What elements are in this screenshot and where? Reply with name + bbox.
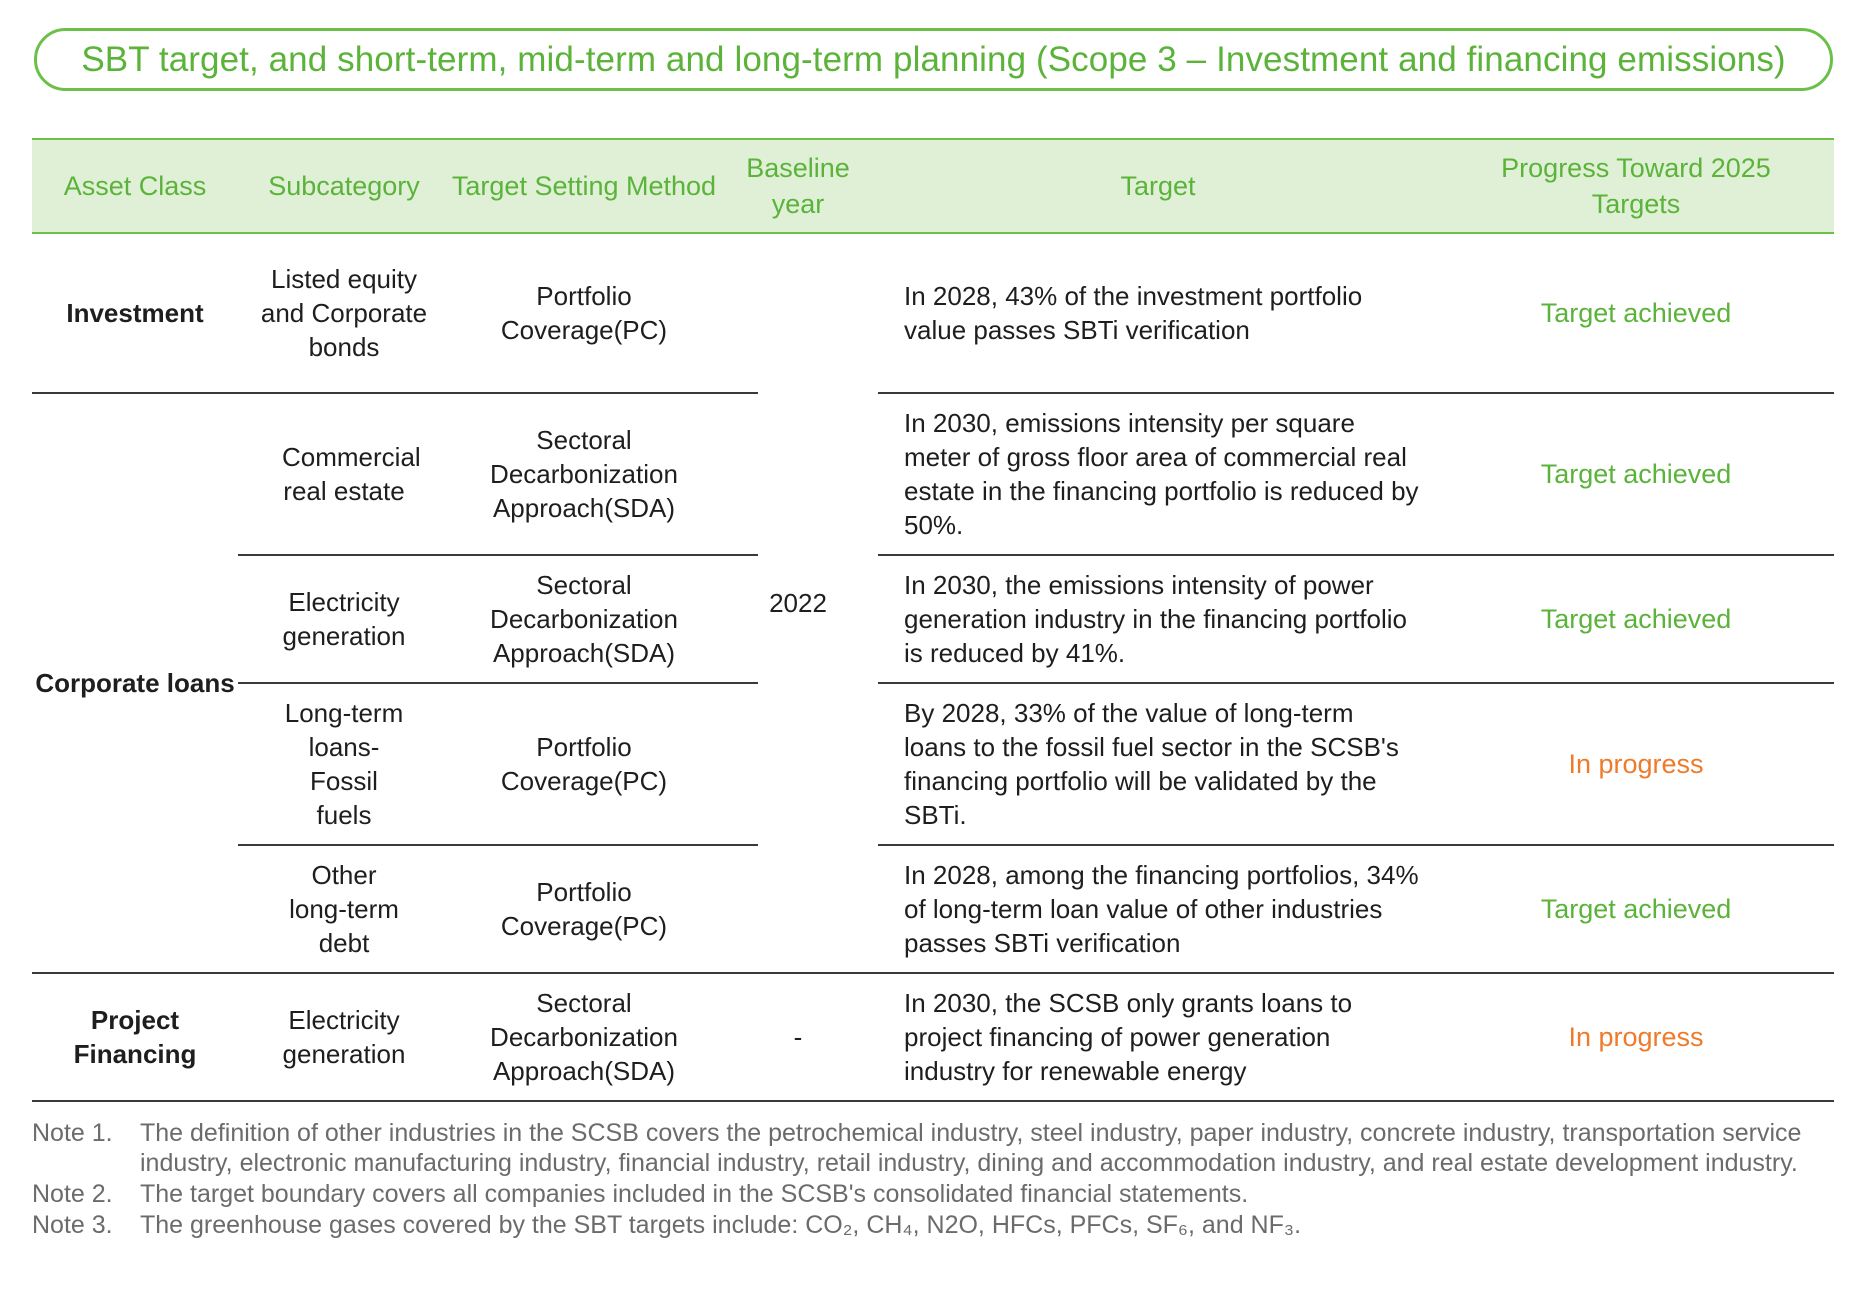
footnote [32, 1118, 1832, 1178]
footnote-label: Note 2. [32, 1180, 113, 1208]
gap-cell [838, 555, 878, 683]
progress-status: Target achieved [1438, 393, 1834, 555]
baseline-year-cell: 2022 [769, 588, 827, 618]
header-subcategory: Subcategory [238, 139, 450, 233]
footnote [32, 1210, 1832, 1240]
gap-cell [838, 233, 878, 393]
subcategory-cell: Other long-term debt [289, 860, 399, 958]
header-target: Target [878, 139, 1438, 233]
footnote-text: The greenhouse gases covered by the SBT targets include: CO₂, CH₄, N2O, HFCs, PFCs, SF₆, and NF₃. [140, 1211, 1302, 1239]
sbt-targets-table [32, 138, 1834, 1102]
target-cell: By 2028, 33% of the value of long-term loans to the fossil fuel sector in the SCSB's financing portfolio will be validated by the SBTi. [878, 683, 1438, 845]
gap-cell [718, 555, 758, 683]
gap-cell [718, 393, 758, 555]
target-cell: In 2028, 43% of the investment portfolio value passes SBTi verification [878, 233, 1438, 393]
progress-status: Target achieved [1540, 894, 1732, 924]
target-cell: In 2030, emissions intensity per square meter of gross floor area of commercial real estate in the financing portfolio is reduced by 50%. [878, 393, 1438, 555]
footnote-text: The definition of other industries in the SCSB covers the petrochemical industry, steel industry, paper industry, concrete industry, transportation service industry, electronic manufacturing industry, financial industry, retail industry, dining and accommodation industry, and real estate development industry. [140, 1119, 1802, 1177]
table-header-row [32, 139, 1834, 233]
footnote-label: Note 3. [32, 1211, 113, 1239]
table-row [32, 555, 1834, 683]
gap-cell [838, 845, 878, 973]
gap-cell [718, 233, 758, 393]
footnote-text: The target boundary covers all companies included in the SCSB's consolidated financial statements. [140, 1180, 1249, 1208]
method-cell: Sectoral Decarbonization Approach(SDA) [450, 973, 718, 1101]
method-cell: Portfolio Coverage(PC) [500, 877, 668, 941]
footnote [32, 1179, 1832, 1209]
progress-status: Target achieved [1438, 555, 1834, 683]
gap-cell [718, 683, 758, 845]
target-cell: In 2030, the emissions intensity of power generation industry in the financing portfolio is reduced by 41%. [878, 555, 1438, 683]
subcategory-cell: Electricity generation [238, 555, 450, 683]
method-cell: Sectoral Decarbonization Approach(SDA) [450, 555, 718, 683]
header-baseline-year: Baseline year [718, 139, 878, 233]
table-row [32, 683, 1834, 845]
title-banner [34, 28, 1833, 91]
gap-cell [838, 683, 878, 845]
footnotes [32, 1118, 1832, 1241]
footnote-label: Note 1. [32, 1119, 113, 1147]
baseline-year-cell: - [718, 973, 878, 1101]
subcategory-cell: Listed equity and Corporate bonds [238, 233, 450, 393]
progress-status: Target achieved [1438, 233, 1834, 393]
subcategory-cell: Electricity generation [238, 973, 450, 1101]
method-cell: Portfolio Coverage(PC) [450, 683, 718, 845]
subcategory-cell: Long-term loans-Fossil fuels [238, 683, 450, 845]
target-cell: In 2030, the SCSB only grants loans to project financing of power generation industry for renewable energy [878, 973, 1438, 1101]
gap-cell [718, 845, 758, 973]
target-cell: In 2028, among the financing portfolios, 34% of long-term loan value of other industries passes SBTi verification [904, 860, 1419, 958]
table-row [32, 393, 1834, 555]
asset-class-cell: Project Financing [32, 973, 238, 1101]
header-target-setting-method: Target Setting Method [450, 139, 718, 233]
header-asset-class: Asset Class [32, 139, 238, 233]
asset-class-cell: Investment [32, 233, 238, 393]
method-cell: Portfolio Coverage(PC) [450, 233, 718, 393]
table-row [32, 233, 1834, 393]
method-cell: Sectoral Decarbonization Approach(SDA) [450, 393, 718, 555]
table-row [32, 845, 1834, 973]
progress-status: In progress [1438, 973, 1834, 1101]
gap-cell [838, 393, 878, 555]
table-row [32, 973, 1834, 1101]
asset-class-cell: Corporate loans [35, 668, 235, 698]
page-title: SBT target, and short-term, mid-term and long-term planning (Scope 3 – Investment and financing emissions) [81, 39, 1786, 79]
header-progress: Progress Toward 2025 Targets [1438, 139, 1834, 233]
subcategory-cell: Commercial real estate [238, 393, 450, 555]
progress-status: In progress [1438, 683, 1834, 845]
